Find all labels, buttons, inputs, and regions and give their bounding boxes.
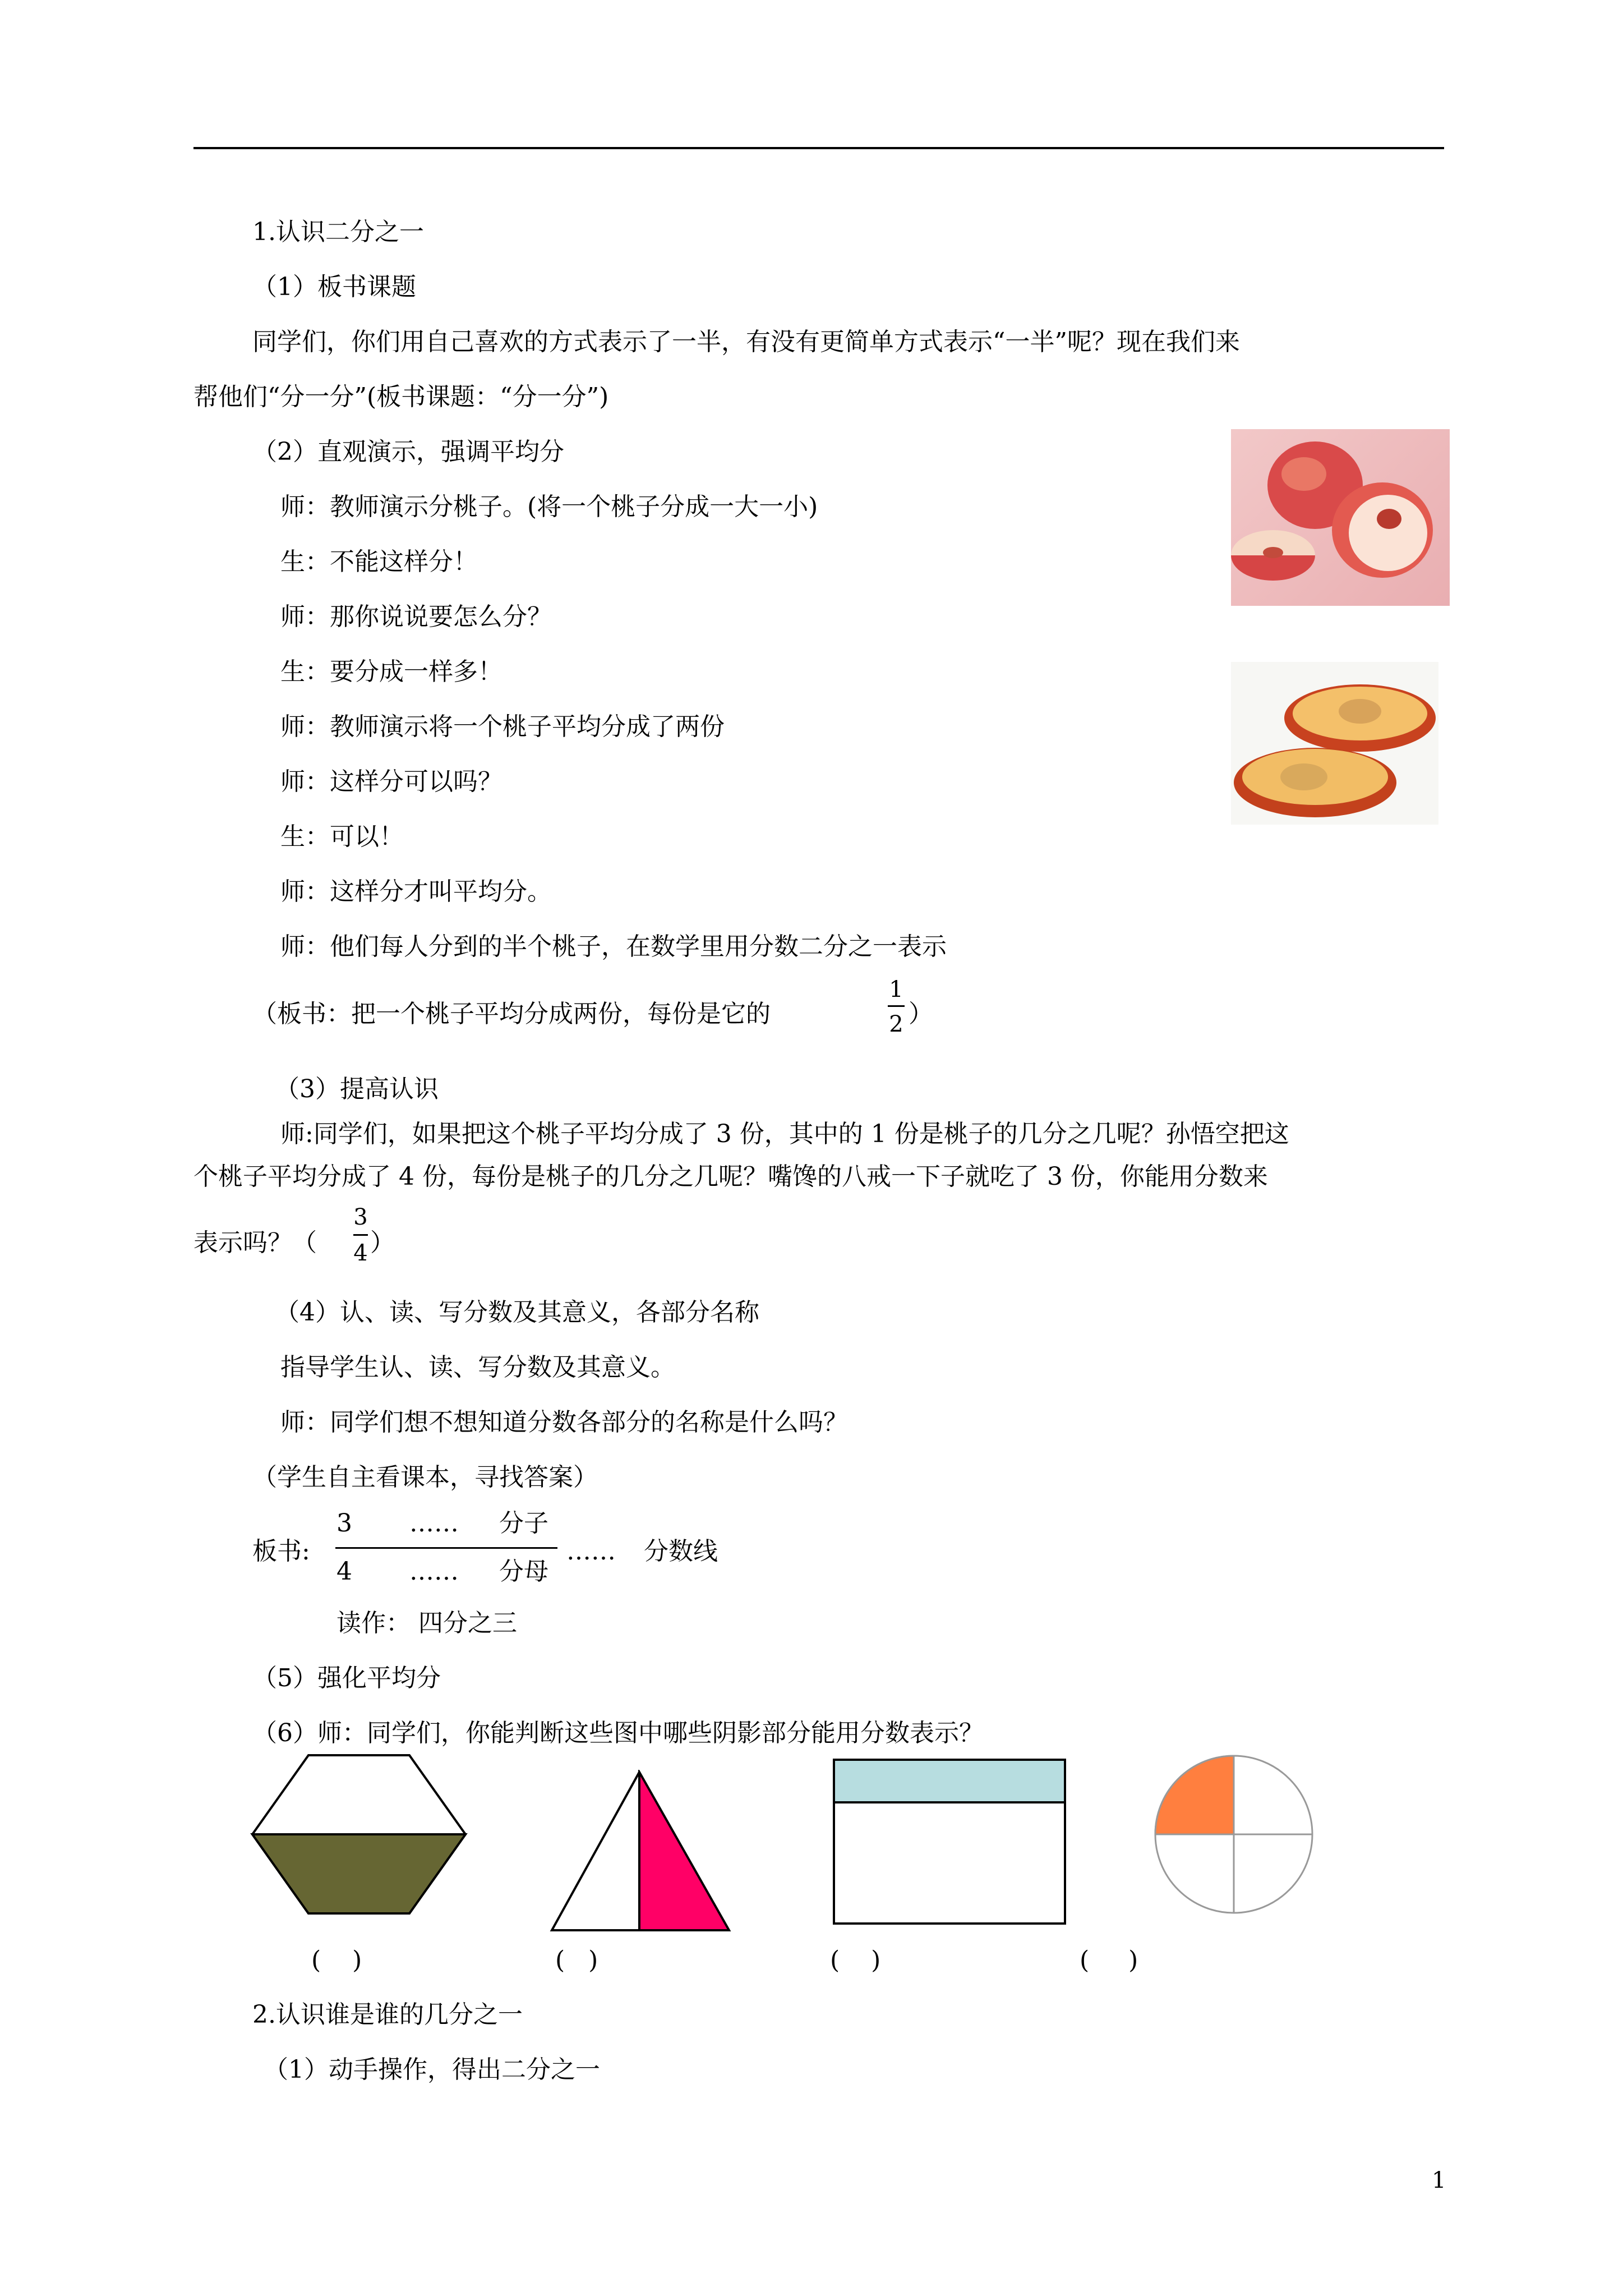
board-dots: …… xyxy=(409,1509,459,1538)
board-numerator: 3 xyxy=(336,1509,352,1538)
answer-blank-4[interactable]: ( ) xyxy=(1080,1946,1138,1975)
dialogue-line: 师：同学们想不想知道分数各部分的名称是什么吗？ xyxy=(280,1408,848,1437)
dialogue-line: 师：那你说说要怎么分？ xyxy=(280,602,552,631)
peach-photo-2 xyxy=(1231,662,1438,825)
answer-blank-2[interactable]: ( ) xyxy=(555,1946,598,1975)
subheading-2: （2）直观演示，强调平均分 xyxy=(252,438,564,466)
board-note-line: （板书：把一个桃子平均分成两份，每份是它的 xyxy=(252,1000,771,1028)
subheading-3: （3）提高认识 xyxy=(275,1075,439,1103)
header-rule xyxy=(193,147,1444,149)
dialogue-line: 师：这样分才叫平均分。 xyxy=(280,877,552,906)
rectangle-figure xyxy=(833,1759,1068,1927)
paragraph-line: 表示吗？（ xyxy=(193,1228,317,1257)
paragraph-line: 指导学生认、读、写分数及其意义。 xyxy=(280,1353,675,1382)
fraction-numerator: 3 xyxy=(353,1204,368,1230)
dialogue-line: 师：教师演示将一个桃子平均分成了两份 xyxy=(280,712,725,741)
board-label: 板书: xyxy=(252,1537,310,1566)
triangle-figure xyxy=(550,1770,735,1932)
paragraph-line: 个桃子平均分成了 4 份，每份是桃子的几分之几呢？嘴馋的八戒一下子就吃了 3 份，你能用分数来 xyxy=(193,1162,1268,1191)
hexagon-figure xyxy=(250,1753,468,1932)
dialogue-line: 生：要分成一样多！ xyxy=(280,657,502,686)
subheading-4: （4）认、读、写分数及其意义，各部分名称 xyxy=(275,1298,759,1327)
dialogue-line: 生：可以！ xyxy=(280,822,404,851)
subheading-1: （1）板书课题 xyxy=(252,273,416,301)
fraction-denominator: 4 xyxy=(353,1240,368,1266)
paragraph-line: 同学们，你们用自己喜欢的方式表示了一半，有没有更简单方式表示“一半”呢？现在我们来 xyxy=(252,328,1240,356)
fraction-bar xyxy=(888,1005,905,1007)
section-heading-1: 1.认识二分之一 xyxy=(252,218,424,246)
section-heading-2: 2.认识谁是谁的几分之一 xyxy=(252,2000,523,2029)
paragraph-line: 师:同学们，如果把这个桃子平均分成了 3 份，其中的 1 份是桃子的几分之几呢？孙悟空把这 xyxy=(280,1120,1289,1148)
board-line-label: 分数线 xyxy=(644,1537,718,1566)
subheading-5: （5）强化平均分 xyxy=(252,1664,441,1692)
dialogue-line: 师：他们每人分到的半个桃子，在数学里用分数二分之一表示 xyxy=(280,932,947,961)
board-denominator: 4 xyxy=(336,1557,352,1586)
paragraph-line: 帮他们“分一分”(板书课题：“分一分”) xyxy=(193,383,609,411)
board-dots: …… xyxy=(409,1557,459,1586)
fraction-bar xyxy=(353,1234,368,1236)
paragraph-line: （学生自主看课本，寻找答案） xyxy=(252,1463,598,1492)
board-note-close: ） xyxy=(909,1000,933,1028)
subheading-7: （1）动手操作，得出二分之一 xyxy=(264,2055,600,2084)
dialogue-line: 师：教师演示分桃子。(将一个桃子分成一大一小) xyxy=(280,493,818,521)
board-denominator-label: 分母 xyxy=(499,1557,548,1586)
answer-blank-3[interactable]: ( ) xyxy=(830,1946,881,1975)
board-fraction-line xyxy=(335,1547,557,1549)
subheading-6: （6）师：同学们，你能判断这些图中哪些阴影部分能用分数表示？ xyxy=(252,1719,984,1747)
circle-figure xyxy=(1152,1753,1315,1916)
reading-line: 读作： 四分之三 xyxy=(336,1609,517,1637)
board-numerator-label: 分子 xyxy=(499,1509,548,1538)
paragraph-close: ） xyxy=(370,1228,395,1257)
dialogue-line: 师：这样分可以吗？ xyxy=(280,767,502,796)
answer-blank-1[interactable]: ( ) xyxy=(311,1946,362,1975)
board-dots: …… xyxy=(566,1537,616,1566)
page-number: 1 xyxy=(1432,2168,1446,2193)
peach-photo-1 xyxy=(1231,429,1450,606)
fraction-numerator: 1 xyxy=(889,977,903,1002)
dialogue-line: 生：不能这样分！ xyxy=(280,547,478,576)
fraction-denominator: 2 xyxy=(889,1011,903,1037)
